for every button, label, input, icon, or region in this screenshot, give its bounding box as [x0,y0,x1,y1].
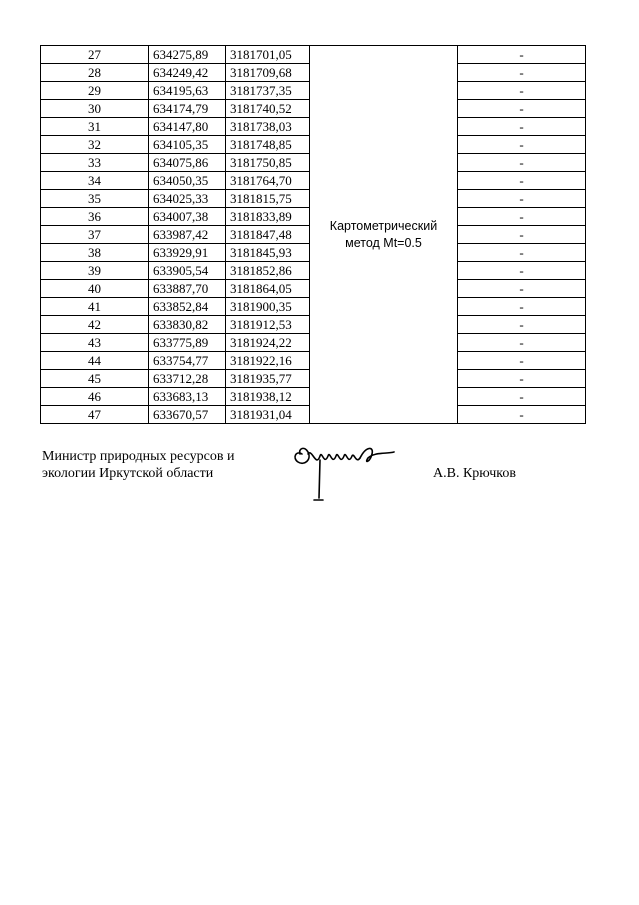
coordinate-y: 3181764,70 [226,172,310,190]
precision-dash: - [458,154,586,172]
coordinate-x: 633683,13 [149,388,226,406]
coordinate-x: 634249,42 [149,64,226,82]
point-number: 30 [41,100,149,118]
precision-dash: - [458,244,586,262]
coordinate-y: 3181912,53 [226,316,310,334]
point-number: 31 [41,118,149,136]
point-number: 29 [41,82,149,100]
coordinate-y: 3181935,77 [226,370,310,388]
point-number: 34 [41,172,149,190]
precision-dash: - [458,370,586,388]
precision-dash: - [458,100,586,118]
point-number: 40 [41,280,149,298]
precision-dash: - [458,190,586,208]
point-number: 46 [41,388,149,406]
point-number: 44 [41,352,149,370]
precision-dash: - [458,208,586,226]
table-row [41,46,586,64]
coordinate-y: 3181847,48 [226,226,310,244]
coordinate-y: 3181931,04 [226,406,310,424]
precision-dash: - [458,46,586,64]
point-number: 47 [41,406,149,424]
coordinate-y: 3181737,35 [226,82,310,100]
method-line2: метод Mt=0.5 [345,235,422,250]
coordinate-y: 3181864,05 [226,280,310,298]
precision-dash: - [458,262,586,280]
point-number: 45 [41,370,149,388]
coordinate-x: 634025,33 [149,190,226,208]
coordinate-y: 3181740,52 [226,100,310,118]
coordinate-x: 634007,38 [149,208,226,226]
coordinate-y: 3181750,85 [226,154,310,172]
precision-dash: - [458,406,586,424]
coordinate-y: 3181701,05 [226,46,310,64]
coordinate-x: 634075,86 [149,154,226,172]
method-cell [310,46,458,424]
point-number: 28 [41,64,149,82]
coordinate-x: 633775,89 [149,334,226,352]
coordinates-table-body [41,46,586,424]
precision-dash: - [458,298,586,316]
coordinate-y: 3181738,03 [226,118,310,136]
coordinate-x: 633905,54 [149,262,226,280]
coordinate-y: 3181938,12 [226,388,310,406]
coordinate-y: 3181815,75 [226,190,310,208]
coordinate-x: 634147,80 [149,118,226,136]
coordinate-x: 633712,28 [149,370,226,388]
precision-dash: - [458,388,586,406]
precision-dash: - [458,118,586,136]
coordinate-x: 633987,42 [149,226,226,244]
coordinate-y: 3181900,35 [226,298,310,316]
point-number: 42 [41,316,149,334]
coordinate-y: 3181852,86 [226,262,310,280]
point-number: 43 [41,334,149,352]
precision-dash: - [458,172,586,190]
point-number: 27 [41,46,149,64]
signatory-name: А.В. Крючков [433,466,516,481]
coordinate-x: 633852,84 [149,298,226,316]
point-number: 35 [41,190,149,208]
coordinate-x: 633929,91 [149,244,226,262]
coordinate-y: 3181709,68 [226,64,310,82]
coordinate-x: 633830,82 [149,316,226,334]
precision-dash: - [458,136,586,154]
point-number: 38 [41,244,149,262]
precision-dash: - [458,280,586,298]
precision-dash: - [458,226,586,244]
signatory-title [42,448,234,482]
coordinate-x: 634050,35 [149,172,226,190]
precision-dash: - [458,64,586,82]
method-line1: Картометрический [329,218,438,233]
point-number: 39 [41,262,149,280]
coordinate-x: 633887,70 [149,280,226,298]
coordinate-y: 3181845,93 [226,244,310,262]
point-number: 36 [41,208,149,226]
coordinate-x: 633670,57 [149,406,226,424]
coordinate-x: 633754,77 [149,352,226,370]
handwritten-signature [290,440,400,510]
precision-dash: - [458,82,586,100]
coordinates-table [40,45,586,424]
coordinate-y: 3181748,85 [226,136,310,154]
coordinate-y: 3181833,89 [226,208,310,226]
coordinate-x: 634275,89 [149,46,226,64]
precision-dash: - [458,316,586,334]
signatory-title-line1: Министр природных ресурсов и [42,449,235,464]
point-number: 32 [41,136,149,154]
point-number: 37 [41,226,149,244]
coordinate-x: 634195,63 [149,82,226,100]
coordinate-y: 3181924,22 [226,334,310,352]
precision-dash: - [458,334,586,352]
signatory-title-line2: экологии Иркутской области [42,466,214,481]
precision-dash: - [458,352,586,370]
coordinate-x: 634105,35 [149,136,226,154]
coordinate-y: 3181922,16 [226,352,310,370]
point-number: 33 [41,154,149,172]
coordinate-x: 634174,79 [149,100,226,118]
point-number: 41 [41,298,149,316]
